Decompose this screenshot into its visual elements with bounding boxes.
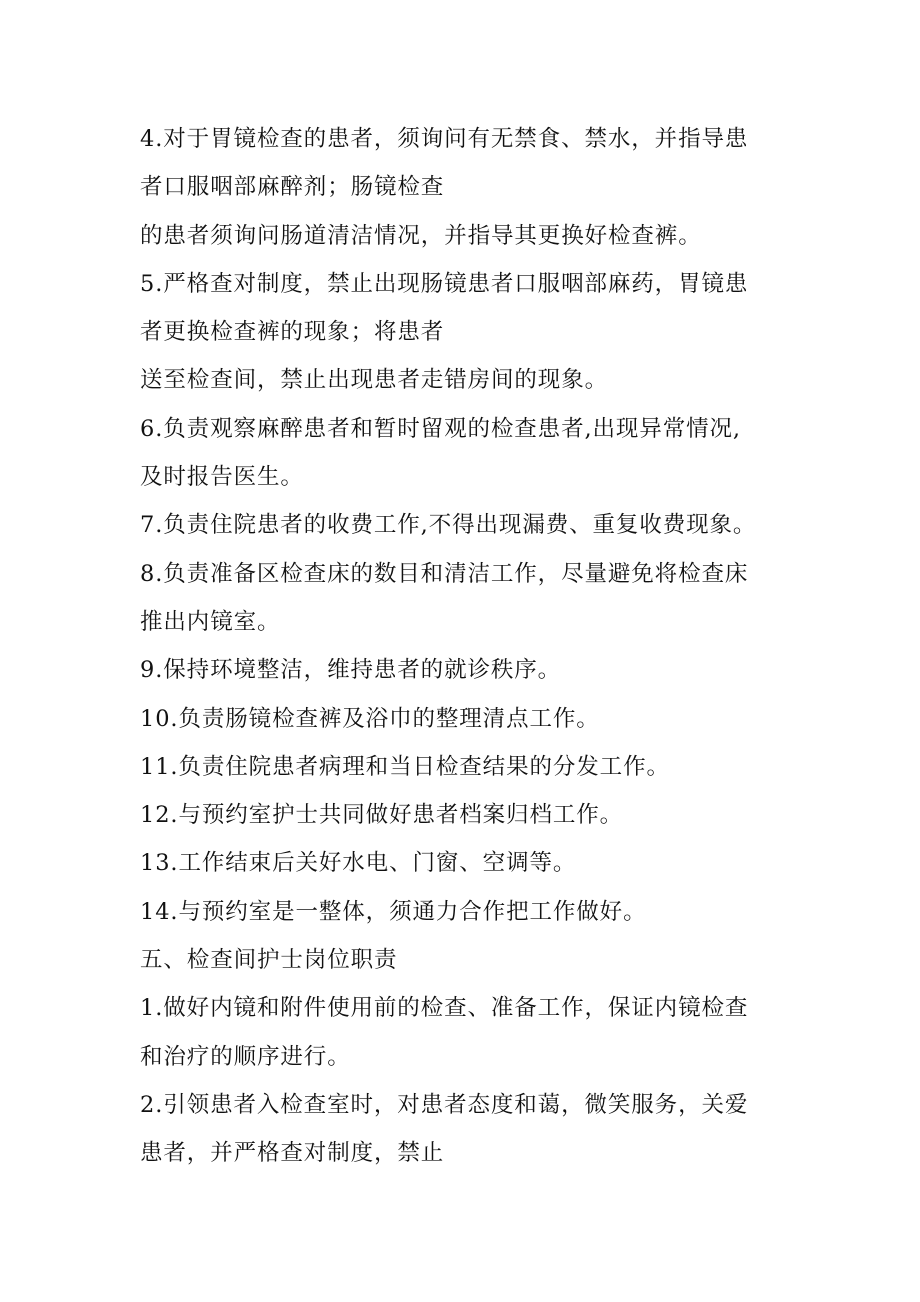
text-line: 11.负责住院患者病理和当日检查结果的分发工作。 [140, 753, 670, 780]
text-line: 者口服咽部麻醉剂；肠镜检查 [140, 174, 445, 201]
text-line: 14.与预约室是一整体，须通力合作把工作做好。 [140, 898, 647, 925]
section-heading: 五、检查间护士岗位职责 [140, 947, 398, 974]
document-body [140, 115, 790, 1178]
text-line: 送至检查间，禁止出现患者走错房间的现象。 [140, 367, 609, 394]
text-line: 4.对于胃镜检查的患者，须询问有无禁食、禁水，并指导患 [140, 126, 749, 152]
text-line: 6.负责观察麻醉患者和暂时留观的检查患者,出现异常情况, [140, 415, 741, 442]
text-line: 13.工作结束后关好水电、门窗、空调等。 [140, 850, 577, 877]
text-line: 2.引领患者入检查室时，对患者态度和蔼，微笑服务，关爱 [140, 1091, 749, 1118]
text-line: 10.负责肠镜检查裤及浴巾的整理清点工作。 [140, 705, 600, 732]
text-line: 推出内镜室。 [140, 608, 281, 635]
text-line: 及时报告医生。 [140, 464, 304, 491]
text-line: 9.保持环境整洁，维持患者的就诊秩序。 [140, 657, 562, 684]
text-line: 7.负责住院患者的收费工作,不得出现漏费、重复收费现象。 [140, 512, 757, 539]
text-line: 5.严格查对制度，禁止出现肠镜患者口服咽部麻药，胃镜患 [140, 270, 749, 297]
text-line: 12.与预约室护士共同做好患者档案归档工作。 [140, 802, 624, 829]
text-line: 8.负责准备区检查床的数目和清洁工作，尽量避免将检查床 [140, 560, 749, 587]
text-line: 和治疗的顺序进行。 [140, 1043, 351, 1070]
text-line: 1.做好内镜和附件使用前的检查、准备工作，保证内镜检查 [140, 995, 749, 1022]
text-line: 的患者须询问肠道清洁情况，并指导其更换好检查裤。 [140, 222, 702, 249]
text-line: 者更换检查裤的现象；将患者 [140, 319, 445, 346]
text-line: 患者，并严格查对制度，禁止 [140, 1140, 445, 1167]
